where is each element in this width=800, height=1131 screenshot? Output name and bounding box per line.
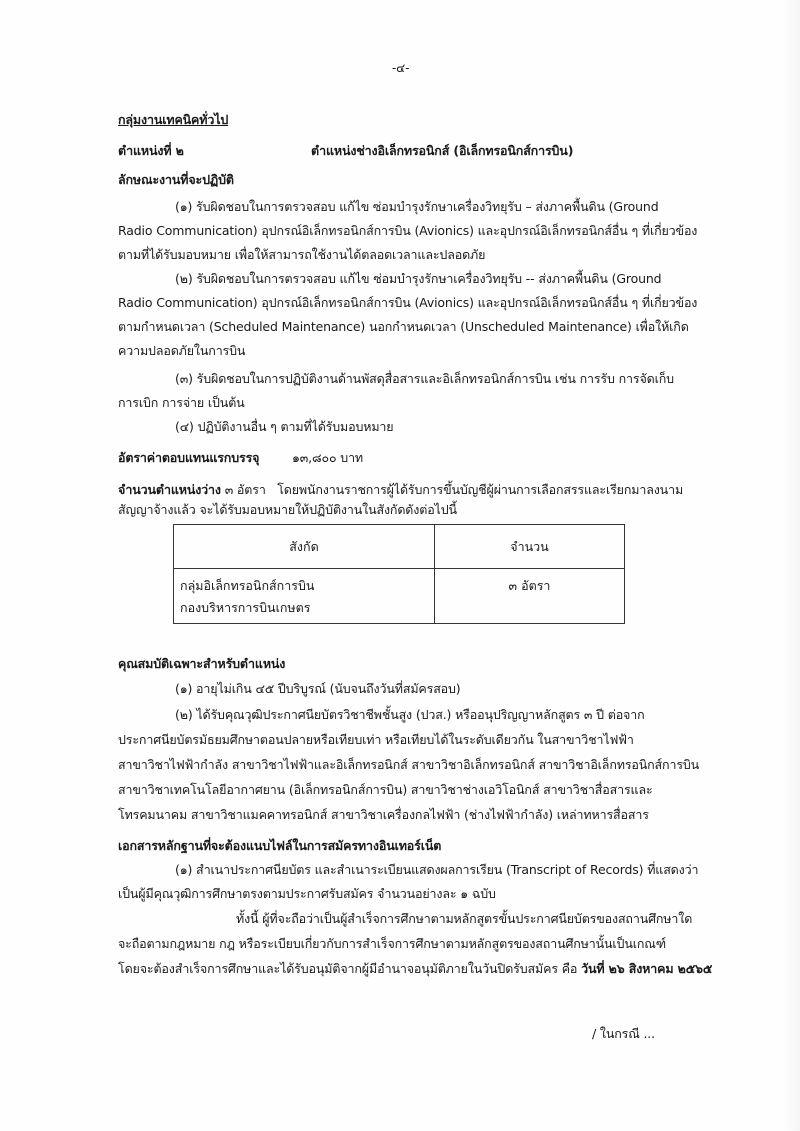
qualification-1-line-1: (๑) อายุไม่เกิน ๔๕ ปีบริบูรณ์ (นับจนถึงวันที่สมัครสอบ)	[175, 681, 461, 696]
document-1-line-1: (๑) สำเนาประกาศนียบัตร และสำเนาระเบียนแสดงผลการเรียน (Transcript of Records) ที่แสดงว่า	[175, 862, 699, 877]
position-title: ตำแหน่งช่างอิเล็กทรอนิกส์ (อิเล็กทรอนิกส์การบิน)	[311, 143, 574, 158]
qualification-2-line-3: สาขาวิชาไฟฟ้ากำลัง สาขาวิชาไฟฟ้าและอิเล็กทรอนิกส์ สาขาวิชาอิเล็กทรอนิกส์ สาขาวิชาอิเล็กทรอนิกส์การบิน	[118, 757, 700, 772]
duty-1-line-1: (๑) รับผิดชอบในการตรวจสอบ แก้ไข ซ่อมบำรุงรักษาเครื่องวิทยุรับ – ส่งภาคพื้นดิน (Ground	[175, 199, 659, 214]
duty-2-line-3: ตามกำหนดเวลา (Scheduled Maintenance) นอกกำหนดเวลา (Unscheduled Maintenance) เพื่อให้เกิด	[118, 319, 689, 334]
table-cell-unit	[174, 569, 435, 624]
duty-2-line-4: ความปลอดภัยในการบิน	[118, 343, 246, 358]
unit-line-1: กลุ่มอิเล็กทรอนิกส์การบิน	[180, 578, 315, 593]
unit-line-2: กองบริหารการบินเกษตร	[180, 600, 311, 615]
section-group-heading: กลุ่มงานเทคนิคทั่วไป	[118, 112, 229, 127]
note-line-3-text: โดยจะต้องสำเร็จการศึกษาและได้รับอนุมัติจากผู้มีอำนาจอนุมัติภายในวันปิดรับสมัคร คือ	[118, 961, 578, 976]
unit-allocation-table	[173, 524, 625, 624]
qualification-2-line-4: สาขาวิชาเทคโนโลยีอากาศยาน (อิเล็กทรอนิกส์การบิน) สาขาวิชาช่างเอวิโอนิกส์ สาขาวิชาสื่อสารและ	[118, 782, 653, 797]
duty-3-line-1: (๓) รับผิดชอบในการปฏิบัติงานด้านพัสดุสื่อสารและอิเล็กทรอนิกส์การบิน เช่น การรับ การจัดเก็บ	[175, 371, 674, 386]
duty-1-line-2: Radio Communication) อุปกรณ์อิเล็กทรอนิกส์การบิน (Avionics) และอุปกรณ์อิเล็กทรอนิกส์อื่น ๆ ที่เกี่ยวข้อง	[118, 223, 698, 238]
document-1-line-2: เป็นผู้มีคุณวุฒิการศึกษาตรงตามประกาศรับสมัคร จำนวนอย่างละ ๑ ฉบับ	[118, 886, 496, 901]
duty-2-line-1: (๒) รับผิดชอบในการตรวจสอบ แก้ไข ซ่อมบำรุงรักษาเครื่องวิทยุรับ -- ส่งภาคพื้นดิน (Ground	[175, 271, 662, 286]
documents-heading: เอกสารหลักฐานที่จะต้องแนบไฟล์ในการสมัครทางอินเทอร์เน็ต	[118, 838, 442, 853]
application-deadline: วันที่ ๒๖ สิงหาคม ๒๕๖๕	[581, 961, 713, 976]
table-header-row	[174, 525, 625, 569]
table-header-count: จำนวน	[435, 525, 625, 569]
duty-2-line-2: Radio Communication) อุปกรณ์อิเล็กทรอนิกส์การบิน (Avionics) และอุปกรณ์อิเล็กทรอนิกส์อื่น ๆ ที่เกี่ยวข้อง	[118, 295, 698, 310]
qualification-2-line-1: (๒) ได้รับคุณวุฒิประกาศนียบัตรวิชาชีพชั้นสูง (ปวส.) หรืออนุปริญญาหลักสูตร ๓ ปี ต่อจาก	[175, 707, 645, 722]
vacancy-count: ๓ อัตรา	[224, 482, 266, 497]
duties-heading: ลักษณะงานที่จะปฏิบัติ	[118, 172, 234, 187]
salary-value: ๑๓,๘๐๐ บาท	[292, 450, 364, 465]
salary-label: อัตราค่าตอบแทนแรกบรรจุ	[118, 450, 260, 465]
vacancy-description: โดยพนักงานราชการผู้ได้รับการขึ้นบัญชีผู้ผ่านการเลือกสรรและเรียกมาลงนาม	[277, 482, 684, 497]
qualifications-heading: คุณสมบัติเฉพาะสำหรับตำแหน่ง	[118, 656, 286, 671]
qualification-2-line-2: ประกาศนียบัตรมัธยมศึกษาตอนปลายหรือเทียบเท่า หรือเทียบได้ในระดับเดียวกัน ในสาขาวิชาไฟฟ้า	[118, 732, 634, 747]
continuation-marker: / ในกรณี ...	[592, 1026, 655, 1041]
table-cell-count: ๓ อัตรา	[435, 569, 625, 624]
duty-4-line-1: (๔) ปฏิบัติงานอื่น ๆ ตามที่ได้รับมอบหมาย	[175, 419, 394, 434]
duty-3-line-2: การเบิก การจ่าย เป็นต้น	[118, 395, 245, 410]
vacancy-line-2: สัญญาจ้างแล้ว จะได้รับมอบหมายให้ปฏิบัติงานในสังกัดดังต่อไปนี้	[118, 502, 457, 517]
note-line-2: จะถือตามกฎหมาย กฎ หรือระเบียบเกี่ยวกับการสำเร็จการศึกษาตามหลักสูตรของสถานศึกษานั้นเป็นเกณฑ์	[118, 936, 666, 951]
table-header-unit: สังกัด	[174, 525, 435, 569]
note-line-1: ทั้งนี้ ผู้ที่จะถือว่าเป็นผู้สำเร็จการศึกษาตามหลักสูตรขั้นประกาศนียบัตรของสถานศึกษาใด	[236, 911, 693, 926]
page-number: -๔-	[392, 61, 410, 75]
note-line-3	[118, 961, 712, 977]
vacancy-line-1	[118, 482, 683, 498]
qualification-2-line-5: โทรคมนาคม สาขาวิชาแมคคาทรอนิกส์ สาขาวิชาเครื่องกลไฟฟ้า (ช่างไฟฟ้ากำลัง) เหล่าทหารสื่อสาร	[118, 807, 649, 822]
vacancy-label: จำนวนตำแหน่งว่าง	[118, 482, 221, 497]
page-edge-shadow	[782, 0, 800, 1131]
table-row	[174, 569, 625, 624]
position-label: ตำแหน่งที่ ๒	[118, 143, 184, 158]
duty-1-line-3: ตามที่ได้รับมอบหมาย เพื่อให้สามารถใช้งานได้ตลอดเวลาและปลอดภัย	[118, 247, 486, 262]
